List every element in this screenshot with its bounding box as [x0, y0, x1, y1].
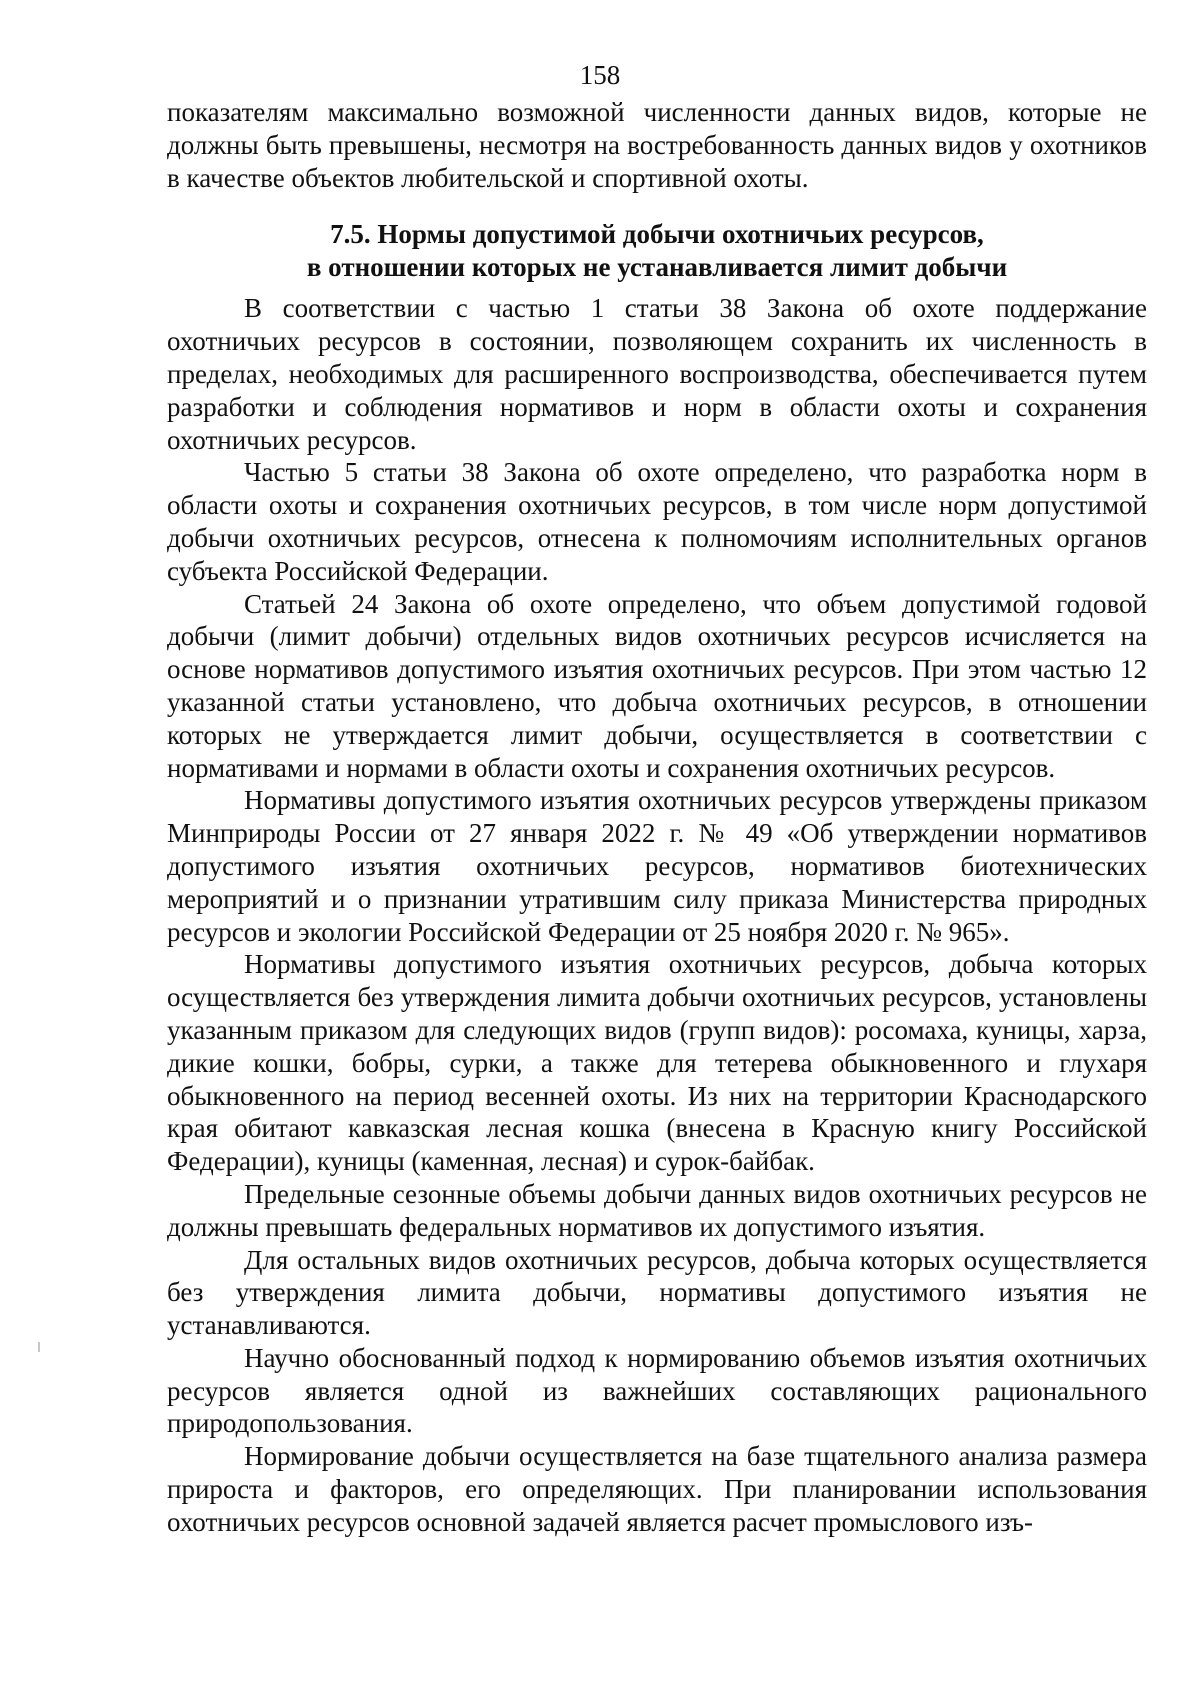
- paragraph-4: Нормативы допустимого изъятия охотничьих ресурсов утверждены приказом Минприроды России от 27 января 2022 г. № 49 «Об утверждении нормативов допустимого изъятия охотничьих ресурсов, нормативов биотехнических мероприятий и о признании утратившим силу приказа Министерства природных ресурсов и экологии Российской Федерации от 25 ноября 2020 г. № 965».: [167, 785, 1147, 947]
- page-body: [167, 96, 1147, 1539]
- section-heading-line-2: в отношении которых не устанавливается лимит добычи: [306, 252, 1008, 283]
- paragraph-1: В соответствии с частью 1 статьи 38 Закона об охоте поддержание охотничьих ресурсов в состоянии, позволяющем сохранить их численность в пределах, необходимых для расширенного воспроизводства, обеспечивается путем разработки и соблюдения нормативов и норм в области охоты и сохранения охотничьих ресурсов.: [167, 293, 1147, 455]
- paragraph-3: Статьей 24 Закона об охоте определено, что объем допустимой годовой добычи (лимит добычи) отдельных видов охотничьих ресурсов исчисляется на основе нормативов допустимого изъятия охотничьих ресурсов. При этом частью 12 указанной статьи установлено, что добыча охотничьих ресурсов, в отношении которых не утверждается лимит добычи, осуществляется в соответствии с нормативами и нормами в области охоты и сохранения охотничьих ресурсов.: [167, 588, 1147, 783]
- paragraph-2: Частью 5 статьи 38 Закона об охоте определено, что разработка норм в области охоты и сохранения охотничьих ресурсов, в том числе норм допустимой добычи охотничьих ресурсов, отнесена к полномочиям исполнительных органов субъекта Российской Федерации.: [167, 457, 1147, 586]
- paragraph-6: Предельные сезонные объемы добычи данных видов охотничьих ресурсов не должны превышать федеральных нормативов их допустимого изъятия.: [167, 1178, 1147, 1242]
- section-heading-line-1: 7.5. Нормы допустимой добычи охотничьих ресурсов,: [330, 219, 984, 250]
- paragraph-9: Нормирование добычи осуществляется на базе тщательного анализа размера прироста и факторов, его определяющих. При планировании использования охотничьих ресурсов основной задачей является расчет промыслового изъ-: [167, 1441, 1147, 1537]
- paragraph-5: Нормативы допустимого изъятия охотничьих ресурсов, добыча которых осуществляется без утверждения лимита добычи охотничьих ресурсов, установлены указанным приказом для следующих видов (групп видов): росомаха, куницы, харза, дикие кошки, бобры, сурки, а также для тетерева обыкновенного и глухаря обыкновенного на период весенней охоты. Из них на территории Краснодарского края обитают кавказская лесная кошка (внесена в Красную книгу Российской Федерации), куницы (каменная, лесная) и сурок-байбак.: [167, 949, 1147, 1177]
- paragraph-8: Научно обоснованный подход к нормированию объемов изъятия охотничьих ресурсов является одной из важнейших составляющих рационального природопользования.: [167, 1342, 1147, 1439]
- section-heading: [167, 218, 1147, 284]
- lead-paragraph: показателям максимально возможной численности данных видов, которые не должны быть превышены, несмотря на востребованность данных видов у охотников в качестве объектов любительской и спортивной охоты.: [167, 97, 1147, 193]
- paragraph-7: Для остальных видов охотничьих ресурсов, добыча которых осуществляется без утверждения лимита добычи, нормативы допустимого изъятия не устанавливаются.: [167, 1244, 1147, 1341]
- scan-artifact: [38, 1342, 40, 1352]
- page-number: 158: [579, 60, 621, 90]
